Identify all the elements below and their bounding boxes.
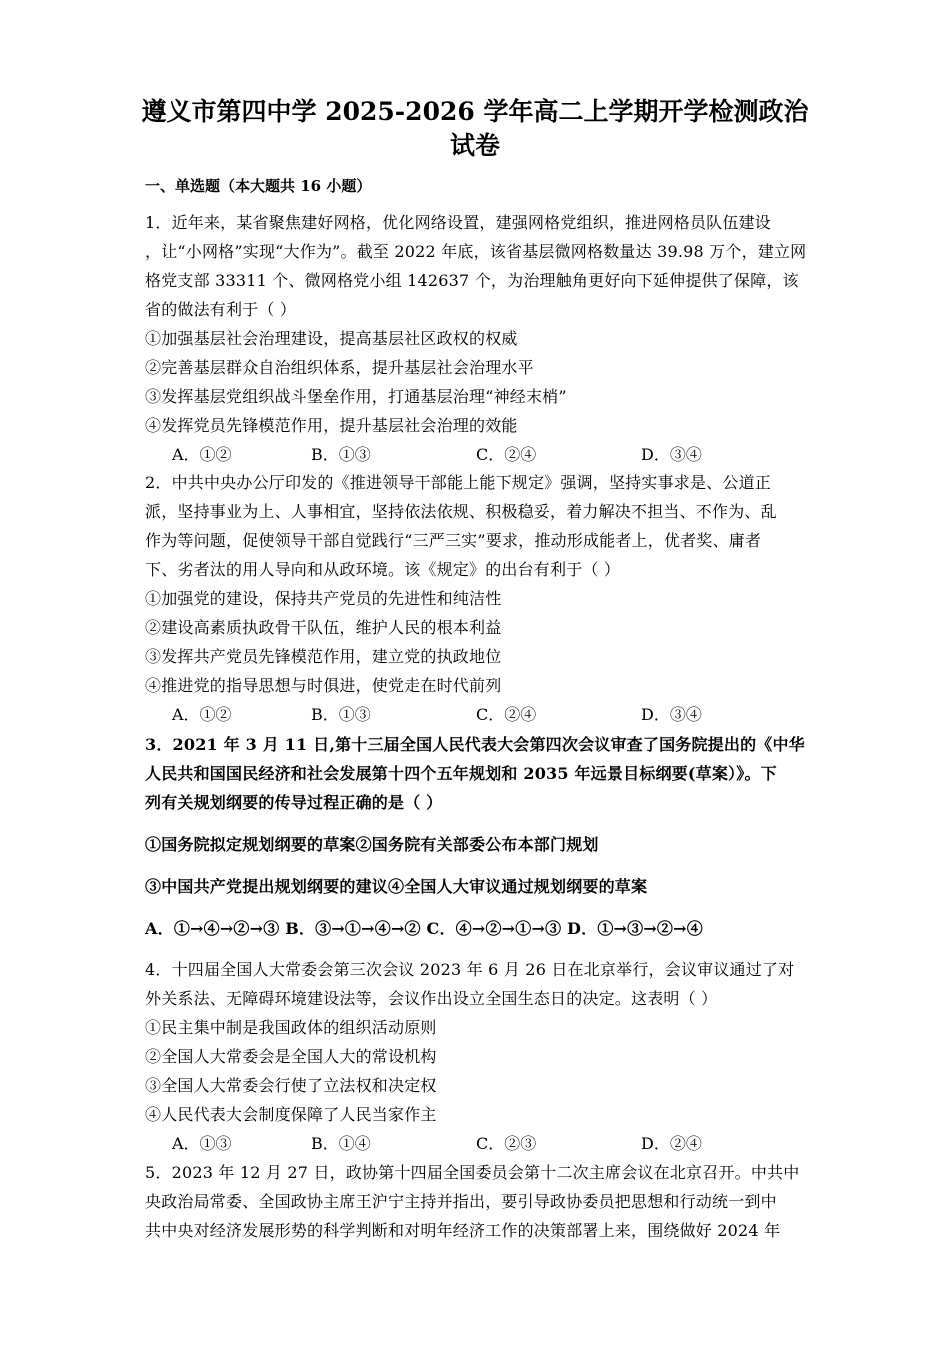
q1-option-d[interactable]: D．③④ (641, 445, 702, 464)
q5-line: 5．2023 年 12 月 27 日，政协第十四届全国委员会第十二次主席会议在北京召开。中共中 (145, 1163, 800, 1182)
q1-option-a[interactable]: A．①② (172, 445, 232, 464)
q2-item: ①加强党的建设，保持共产党员的先进性和纯洁性 (145, 589, 502, 608)
q3-item: ③中国共产党提出规划纲要的建议④全国人大审议通过规划纲要的草案 (145, 877, 648, 896)
q4-line: 4．十四届全国人大常委会第三次会议 2023 年 6 月 26 日在北京举行，会议审议通过了对 (145, 960, 795, 979)
q2-option-b[interactable]: B．①③ (311, 705, 371, 724)
exam-title-line1: 遵义市第四中学 2025-2026 学年高二上学期开学检测政治 (141, 97, 809, 126)
q3-line: 人民共和国国民经济和社会发展第十四个五年规划和 2035 年远景目标纲要(草案）》。下 (145, 764, 777, 783)
q2-option-a[interactable]: A．①② (172, 705, 232, 724)
q2-line: 作为等问题，促使领导干部自觉践行“三严三实”要求，推动形成能者上，优者奖、庸者 (145, 531, 762, 550)
q1-line: 1．近年来，某省聚焦建好网格，优化网络设置，建强网格党组织，推进网格员队伍建设 (145, 213, 771, 232)
q5-line: 共中央对经济发展形势的科学判断和对明年经济工作的决策部署上来，围绕做好 2024 年 (145, 1221, 781, 1240)
section-heading: 一、单选题（本大题共 16 小题） (145, 177, 372, 195)
q2-line: 2．中共中央办公厅印发的《推进领导干部能上能下规定》强调，坚持实事求是、公道正 (145, 473, 771, 492)
q2-item: ④推进党的指导思想与时俱进，使党走在时代前列 (145, 676, 502, 695)
q3-item: ①国务院拟定规划纲要的草案②国务院有关部委公布本部门规划 (145, 835, 599, 854)
exam-title-line2: 试卷 (449, 131, 500, 160)
q1-line: 格党支部 33311 个、微网格党小组 142637 个，为治理触角更好向下延伸提供了保障，该 (145, 271, 799, 290)
q2-option-d[interactable]: D．③④ (641, 705, 702, 724)
q4-item: ③全国人大常委会行使了立法权和决定权 (145, 1076, 437, 1095)
q4-line: 外关系法、无障碍环境建设法等，会议作出设立全国生态日的决定。这表明（ ） (145, 989, 718, 1008)
q1-option-c[interactable]: C．②④ (476, 445, 537, 464)
q2-line: 派，坚持事业为上、人事相宜，坚持依法依规、积极稳妥，着力解决不担当、不作为、乱 (145, 502, 777, 521)
q1-option-b[interactable]: B．①③ (311, 445, 371, 464)
q4-option-b[interactable]: B．①④ (311, 1134, 371, 1153)
q4-item: ①民主集中制是我国政体的组织活动原则 (145, 1018, 437, 1037)
q3-options[interactable]: A．①→④→②→③ B．③→①→④→② C．④→②→①→③ D．①→③→②→④ (145, 919, 703, 938)
q1-item: ①加强基层社会治理建设，提高基层社区政权的权威 (145, 329, 518, 348)
q4-item: ②全国人大常委会是全国人大的常设机构 (145, 1047, 437, 1066)
q1-line: 省的做法有利于（ ） (145, 300, 297, 319)
q3-line: 3．2021 年 3 月 11 日,第十三届全国人民代表大会第四次会议审查了国务院提出的《中华 (145, 735, 805, 754)
q1-line: ，让“小网格”实现“大作为”。截至 2022 年底，该省基层微网格数量达 39.98 万个，建立网 (145, 242, 807, 261)
q4-option-c[interactable]: C．②③ (476, 1134, 537, 1153)
q2-option-c[interactable]: C．②④ (476, 705, 537, 724)
q3-line: 列有关规划纲要的传导过程正确的是（ ） (145, 793, 443, 812)
q4-option-a[interactable]: A．①③ (172, 1134, 232, 1153)
q2-item: ③发挥共产党员先锋模范作用，建立党的执政地位 (145, 647, 502, 666)
q4-item: ④人民代表大会制度保障了人民当家作主 (145, 1105, 437, 1124)
q4-option-d[interactable]: D．②④ (641, 1134, 702, 1153)
q2-item: ②建设高素质执政骨干队伍，维护人民的根本利益 (145, 618, 502, 637)
q1-item: ②完善基层群众自治组织体系，提升基层社会治理水平 (145, 358, 534, 377)
q5-line: 央政治局常委、全国政协主席王沪宁主持并指出，要引导政协委员把思想和行动统一到中 (145, 1192, 777, 1211)
q1-item: ③发挥基层党组织战斗堡垒作用，打通基层治理“神经末梢” (145, 387, 567, 406)
q2-line: 下、劣者汰的用人导向和从政环境。该《规定》的出台有利于（ ） (145, 560, 621, 579)
q1-item: ④发挥党员先锋模范作用，提升基层社会治理的效能 (145, 416, 518, 435)
